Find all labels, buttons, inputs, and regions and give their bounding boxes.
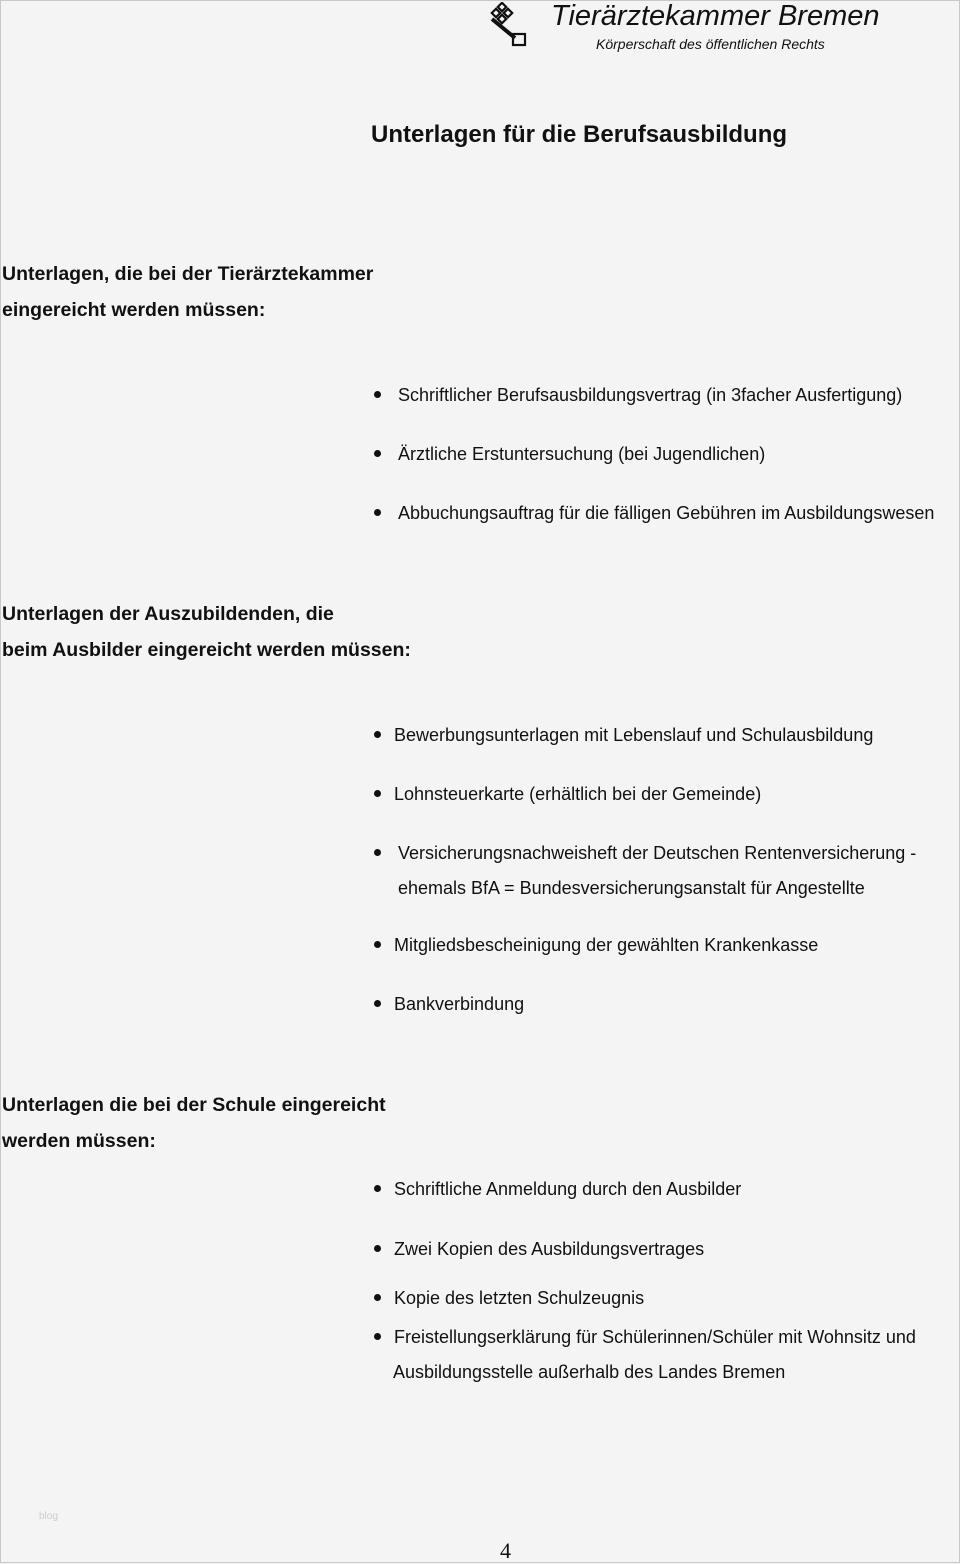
section-heading: Unterlagen die bei der Schule eingereicht werden müssen:	[2, 1094, 386, 1152]
bullet-icon	[374, 790, 381, 797]
list-item: Versicherungsnachweisheft der Deutschen Rentenversicherung - ehemals BfA = Bundesversicherungsanstalt für Angestellte	[374, 836, 916, 906]
page-title: Unterlagen für die Berufsausbildung	[371, 121, 788, 148]
list-item: Zwei Kopien des Ausbildungsvertrages	[374, 1232, 704, 1267]
list-item: Bankverbindung	[374, 987, 524, 1022]
list-item: Abbuchungsauftrag für die fälligen Gebühren im Ausbildungswesen	[374, 496, 934, 531]
bullet-icon	[374, 1185, 381, 1192]
bullet-icon	[374, 509, 381, 516]
page-number: 4	[500, 1538, 511, 1563]
bullet-icon	[374, 1245, 381, 1252]
list-item: Ärztliche Erstuntersuchung (bei Jugendlichen)	[374, 437, 765, 472]
section-heading: Unterlagen, die bei der Tierärztekammer eingereicht werden müssen:	[2, 263, 374, 321]
bullet-icon	[374, 1294, 381, 1301]
bremen-key-icon	[486, 2, 530, 48]
bullet-icon	[374, 941, 381, 948]
organization-name: Tierärztekammer Bremen	[551, 0, 880, 32]
bullet-icon	[374, 1000, 381, 1007]
bullet-icon	[374, 731, 381, 738]
bullet-icon	[374, 391, 381, 398]
bullet-icon	[374, 849, 381, 856]
list-item: Lohnsteuerkarte (erhältlich bei der Gemeinde)	[374, 777, 761, 812]
watermark: blog	[39, 1511, 58, 1522]
list-item: Mitgliedsbescheinigung der gewählten Krankenkasse	[374, 928, 818, 963]
bullet-icon	[374, 1333, 381, 1340]
list-item: Freistellungserklärung für Schülerinnen/Schüler mit Wohnsitz und Ausbildungsstelle außerhalb des Landes Bremen	[374, 1320, 916, 1390]
list-item: Schriftlicher Berufsausbildungsvertrag (in 3facher Ausfertigung)	[374, 378, 902, 413]
section-heading: Unterlagen der Auszubildenden, die beim Ausbilder eingereicht werden müssen:	[2, 603, 411, 661]
bullet-icon	[374, 450, 381, 457]
organization-subtitle: Körperschaft des öffentlichen Rechts	[596, 36, 825, 52]
list-item: Bewerbungsunterlagen mit Lebenslauf und Schulausbildung	[374, 718, 873, 753]
list-item: Schriftliche Anmeldung durch den Ausbilder	[374, 1172, 741, 1207]
list-item: Kopie des letzten Schulzeugnis	[374, 1281, 644, 1316]
